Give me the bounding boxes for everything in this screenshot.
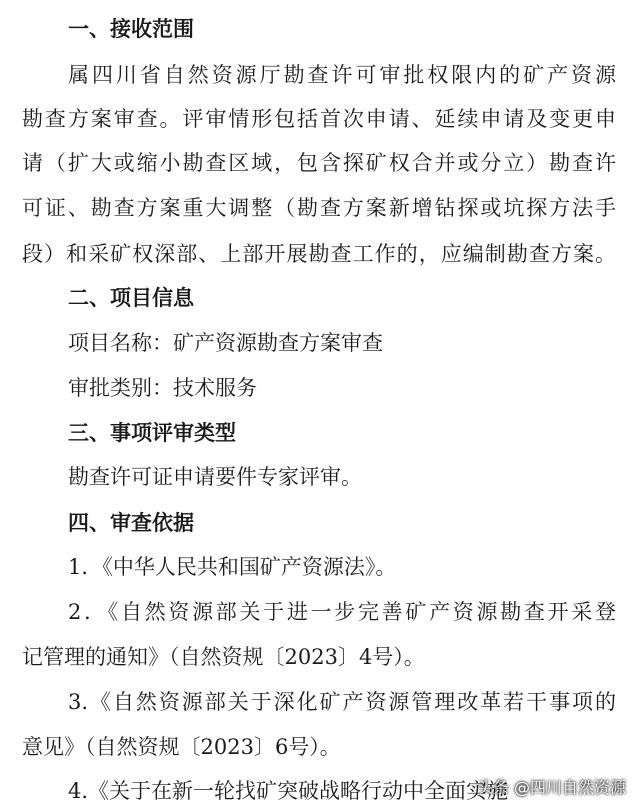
review-type-text: 勘查许可证申请要件专家评审。 bbox=[68, 465, 362, 489]
basis-item-1: 1．《中华人民共和国矿产资源法》。 bbox=[68, 555, 397, 579]
section-1-line-4: 可证、勘查方案重大调整（勘查方案新增钻探或坑探方法手 bbox=[22, 196, 616, 220]
section-1-heading: 一、接收范围 bbox=[68, 17, 194, 41]
basis-item-2-line-1: 2．《自然资源部关于进一步完善矿产资源勘查开采登 bbox=[68, 600, 616, 624]
basis-item-3-line-1: 3.《自然资源部关于深化矿产资源管理改革若干事项的 bbox=[68, 690, 616, 714]
section-4-heading: 四、审查依据 bbox=[68, 511, 194, 535]
approval-type: 审批类别：技术服务 bbox=[68, 376, 257, 400]
section-1-line-1: 属四川省自然资源厅勘查许可审批权限内的矿产资源 bbox=[68, 63, 616, 87]
section-3-heading: 三、事项评审类型 bbox=[68, 421, 236, 445]
basis-item-2-line-2: 记管理的通知》（自然资规〔2023〕4号）。 bbox=[22, 645, 425, 669]
source-watermark: 头条 @四川自然资源 bbox=[476, 778, 626, 797]
project-name: 项目名称：矿产资源勘查方案审查 bbox=[68, 331, 383, 355]
basis-item-4-line-1: 4.《关于在新一轮找矿突破战略行动中全面实施 bbox=[68, 779, 509, 803]
section-1-line-3: 请（扩大或缩小勘查区域，包含探矿权合并或分立）勘查许 bbox=[22, 151, 616, 175]
basis-item-3-line-2: 意见》（自然资规〔2023〕6号）。 bbox=[22, 735, 341, 759]
section-2-heading: 二、项目信息 bbox=[68, 286, 194, 310]
section-1-line-5: 段）和采矿权深部、上部开展勘查工作的，应编制勘查方案。 bbox=[22, 242, 616, 266]
section-1-line-2: 勘查方案审查。评审情形包括首次申请、延续申请及变更申 bbox=[22, 107, 616, 131]
